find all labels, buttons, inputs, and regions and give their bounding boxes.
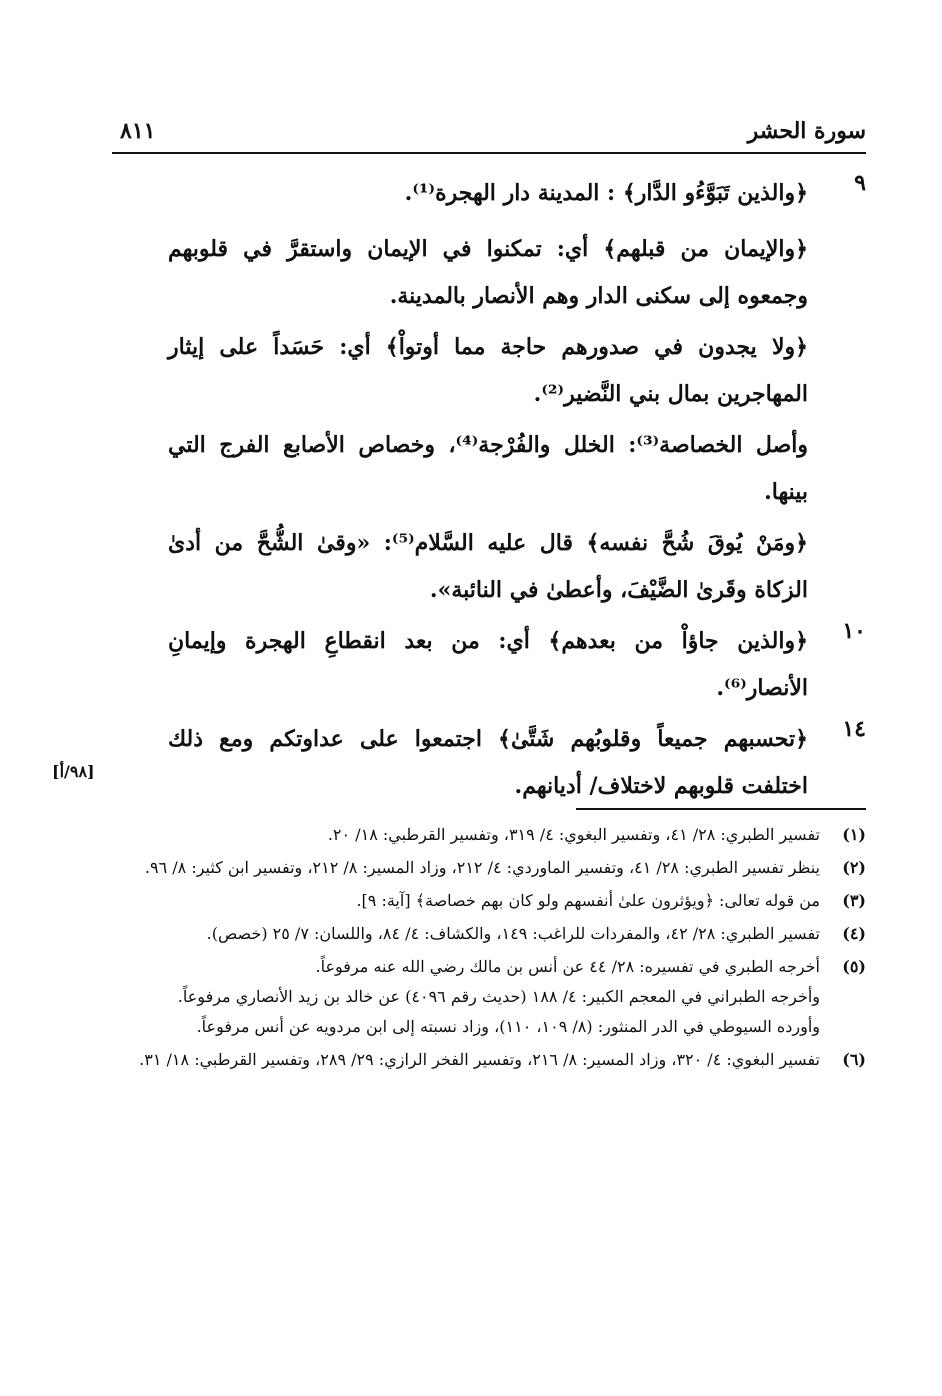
entry-text: ﴿ولا يجدون في صدورهم حاجة مما أوتواْ﴾ أي: حَسَداً على إيثار المهاجرين بمال بني النَّضير⁽²⁾. xyxy=(168,334,808,407)
footnote-number: (٦) xyxy=(842,1050,866,1069)
page-header xyxy=(112,118,866,152)
footnote-number: (١) xyxy=(842,825,866,844)
footnote-text: تفسير الطبري: ٢٨/ ٤٢، والمفردات للراغب: ١٤٩، والكشاف: ٤/ ٨٤، واللسان: ٧/ ٢٥ (خصص). xyxy=(206,924,820,943)
footnote-text: أخرجه الطبري في تفسيره: ٢٨/ ٤٤ عن أنس بن مالك رضي الله عنه مرفوعاً. xyxy=(315,957,820,976)
footnote-text: وأخرجه الطبراني في المعجم الكبير: ٤/ ١٨٨ (حديث رقم ٤٠٩٦) عن خالد بن زيد الأنصاري مرفوعاً. xyxy=(177,987,820,1006)
footnote-text: ينظر تفسير الطبري: ٢٨/ ٤١، وتفسير الماوردي: ٤/ ٢١٢، وزاد المسير: ٨/ ٢١٢، وتفسير ابن كثير: ٨/ ٩٦. xyxy=(144,858,820,877)
entry-text: ﴿والذين تَبَوَّءُو الدَّار﴾ : المدينة دار الهجرة⁽¹⁾. xyxy=(404,180,808,206)
verse-number: ١٠ xyxy=(842,618,866,644)
manuscript-folio-marker: [٩٨/أ] xyxy=(52,762,95,781)
footnotes xyxy=(112,820,866,1078)
entry-text: ﴿والإيمان من قبلهم﴾ أي: تمكنوا في الإيمان واستقرَّ في قلوبهم وجمعوه إلى سكنى الدار وهم الأنصار بالمدينة. xyxy=(168,236,808,309)
verse-number: ١٤ xyxy=(842,716,866,742)
surah-title: سورة الحشر xyxy=(747,118,866,144)
footnote-6 xyxy=(112,1045,866,1075)
verse-number: ٩ xyxy=(854,170,866,196)
footnote-text: تفسير الطبري: ٢٨/ ٤١، وتفسير البغوي: ٤/ ٣١٩، وتفسير القرطبي: ١٨/ ٢٠. xyxy=(327,825,820,844)
entry-text: ﴿تحسبهم جميعاً وقلوبُهم شَتَّىٰ﴾ اجتمعوا على عداوتكم ومع ذلك اختلفت قلوبهم لاختلاف/ أديانهم. xyxy=(168,726,808,799)
header-rule xyxy=(112,152,866,154)
footnote-number: (٤) xyxy=(842,924,866,943)
footnote-3 xyxy=(112,886,866,916)
footnote-4 xyxy=(112,919,866,949)
footnote-text: تفسير البغوي: ٤/ ٣٢٠، وزاد المسير: ٨/ ٢١٦، وتفسير الفخر الرازي: ٢٩/ ٢٨٩، وتفسير القرطبي: ١٨/ ٣١. xyxy=(139,1050,820,1069)
footnote-2 xyxy=(112,853,866,883)
footnote-number: (٣) xyxy=(842,891,866,910)
page-number: ٨١١ xyxy=(120,118,156,144)
footnote-number: (٢) xyxy=(842,858,866,877)
entry-text: ﴿والذين جاؤاْ من بعدهم﴾ أي: من بعد انقطاعِ الهجرة وإيمانِ الأنصار⁽⁶⁾. xyxy=(168,628,808,701)
entry-text: وأصل الخصاصة⁽³⁾: الخلل والفُرْجة⁽⁴⁾، وخصاص الأصابع الفرج التي بينها. xyxy=(168,432,808,505)
footnote-number: (٥) xyxy=(842,957,866,976)
footnote-text: وأورده السيوطي في الدر المنثور: (٨/ ١٠٩، ١١٠)، وزاد نسبته إلى ابن مردويه عن أنس مرفوعاً. xyxy=(196,1017,820,1036)
footnote-5 xyxy=(112,952,866,1042)
footnote-1 xyxy=(112,820,866,850)
footnote-rule xyxy=(576,808,866,810)
footnote-text: من قوله تعالى: ﴿ويؤثرون علىٰ أنفسهم ولو كان بهم خصاصة﴾ [آية: ٩]. xyxy=(356,891,820,910)
entry-text: ﴿ومَنْ يُوقَ شُحَّ نفسه﴾ قال عليه السَّلام⁽⁵⁾: «وقىٰ الشُّحَّ من أدىٰ الزكاة وقَرىٰ الضَّيْفَ، وأعطىٰ في النائبة». xyxy=(168,530,809,603)
